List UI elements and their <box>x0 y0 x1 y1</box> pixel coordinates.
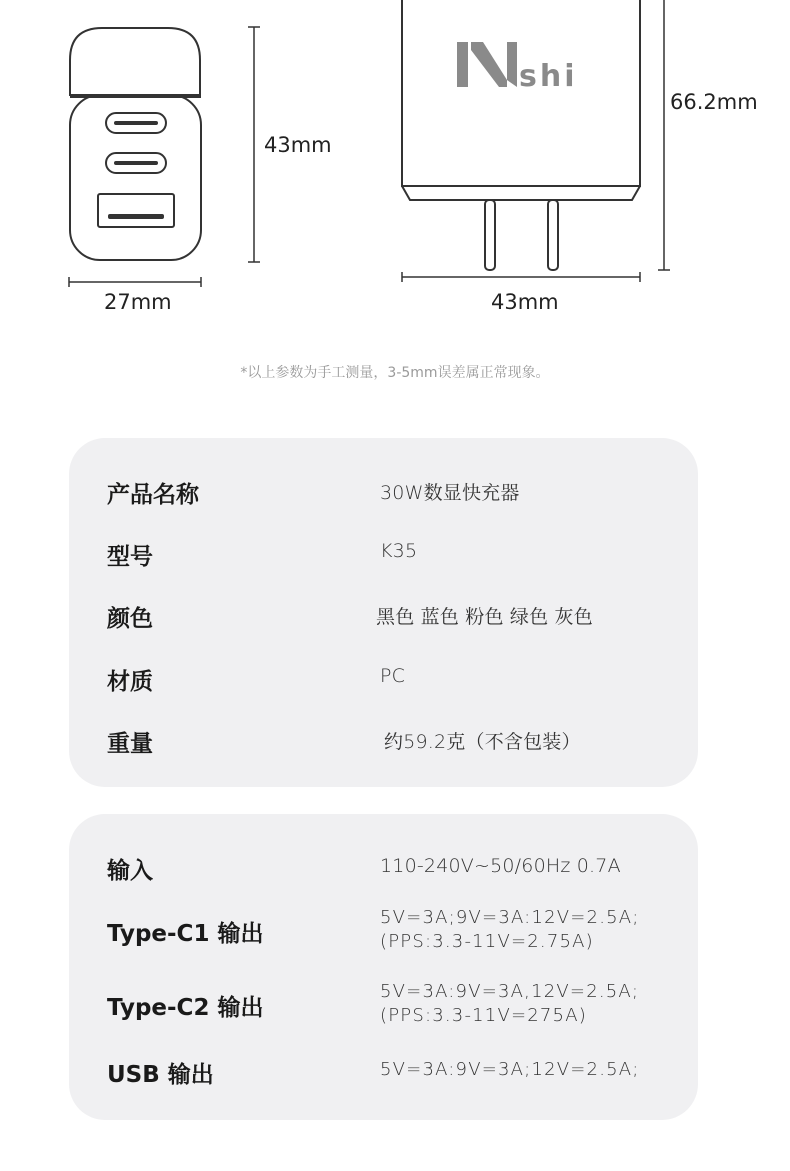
spec-label-material: 材质 <box>107 669 153 695</box>
nshi-logo <box>457 42 578 94</box>
spec-label-type-c2: Type-C2 输出 <box>107 995 264 1021</box>
spec-value-type-c1-line1: 5V=3A;9V=3A:12V=2.5A; <box>380 907 640 928</box>
spec-value-type-c2-line1: 5V=3A:9V=3A,12V=2.5A; <box>380 981 640 1002</box>
svg-text:shi: shi <box>519 59 578 94</box>
basic-specs-card <box>69 438 698 787</box>
charger-front-view <box>395 0 655 290</box>
side-height-dimension <box>244 26 264 264</box>
spec-label-weight: 重量 <box>107 731 153 757</box>
spec-value-model: K35 <box>380 540 418 562</box>
power-specs-card <box>69 814 698 1120</box>
charger-side-lower <box>70 95 201 260</box>
charger-side-body <box>70 28 200 95</box>
spec-label-model: 型号 <box>107 544 153 570</box>
prong-right <box>548 200 558 270</box>
spec-value-type-c1-line2: (PPS:3.3-11V=2.75A) <box>380 931 594 952</box>
front-height-dimension <box>654 0 674 272</box>
spec-value-input: 110-240V~50/60Hz 0.7A <box>380 855 621 877</box>
spec-label-name: 产品名称 <box>107 482 199 508</box>
front-height-label: 66.2mm <box>670 90 758 114</box>
spec-value-material: PC <box>380 665 406 687</box>
spec-label-input: 输入 <box>107 858 153 884</box>
charger-side-view <box>60 20 220 320</box>
front-width-label: 43mm <box>491 290 559 314</box>
spec-value-name: 30W数显快充器 <box>380 482 520 504</box>
spec-value-type-c1 <box>380 906 640 954</box>
spec-value-usb: 5V=3A:9V=3A;12V=2.5A; <box>380 1059 640 1080</box>
spec-label-type-c1: Type-C1 输出 <box>107 921 264 947</box>
side-height-label: 43mm <box>264 133 332 157</box>
side-width-label: 27mm <box>104 290 172 314</box>
spec-value-weight: 约59.2克（不含包装） <box>384 731 581 753</box>
prong-left <box>485 200 495 270</box>
spec-value-type-c2 <box>380 980 639 1028</box>
spec-value-type-c2-line2: (PPS:3.3-11V=275A) <box>380 1005 587 1026</box>
measurement-note: *以上参数为手工测量，3-5mm误差属正常现象。 <box>240 365 550 381</box>
spec-value-color: 黑色 蓝色 粉色 绿色 灰色 <box>376 606 593 628</box>
spec-label-color: 颜色 <box>107 606 153 632</box>
spec-label-usb: USB 输出 <box>107 1062 214 1088</box>
usb-port <box>98 194 174 227</box>
